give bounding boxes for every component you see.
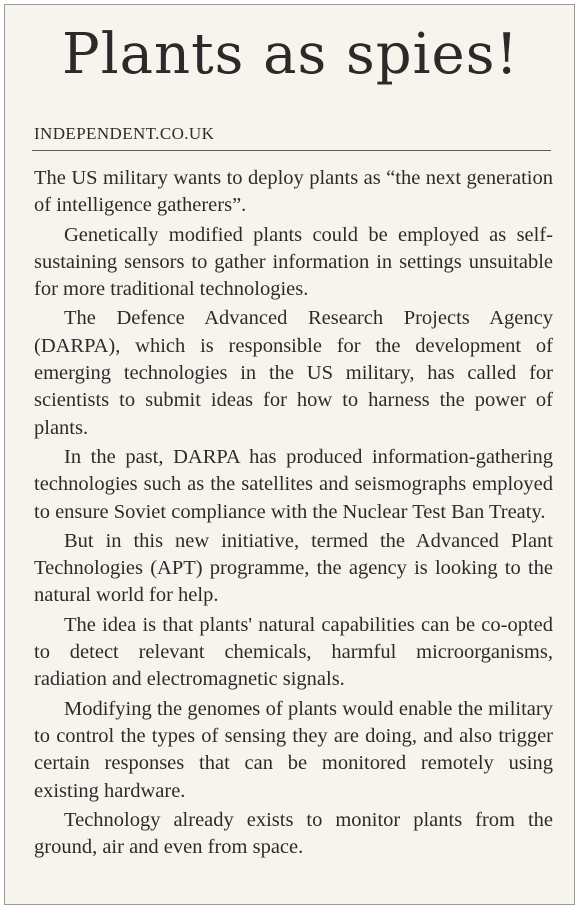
- article-headline: Plants as spies!: [62, 22, 519, 87]
- article-paragraph: Technology already exists to monitor plants from the ground, air and even from space.: [34, 808, 553, 859]
- article-paragraph: Modifying the genomes of plants would enable the military to control the types of sensing they are doing, and also trigger certain responses that can be monitored remotely using existing hardware.: [34, 697, 553, 802]
- article-paragraph: The idea is that plants' natural capabilities can be co-opted to detect relevant chemicals, harmful microorganisms, radiation and electromagnetic signals.: [34, 613, 553, 691]
- article-paragraph: Genetically modified plants could be employed as self-sustaining sensors to gather information in settings unsuitable for more traditional technologies.: [34, 223, 553, 301]
- article-paragraph: The Defence Advanced Research Projects Agency (DARPA), which is responsible for the development of emerging technologies in the US military, has called for scientists to submit ideas for how to harness the power of plants.: [34, 307, 553, 439]
- article-paragraph: The US military wants to deploy plants as “the next generation of intelligence gatherers”.: [34, 167, 553, 217]
- article-body: [34, 165, 553, 863]
- article-paragraph: But in this new initiative, termed the Advanced Plant Technologies (APT) programme, the agency is looking to the natural world for help.: [34, 529, 553, 607]
- article-paragraph: In the past, DARPA has produced information-gathering technologies such as the satellites and seismographs employed to ensure Soviet compliance with the Nuclear Test Ban Treaty.: [34, 445, 553, 523]
- article-source: INDEPENDENT.CO.UK: [34, 124, 215, 143]
- source-divider: [32, 150, 551, 151]
- article-clipping: [4, 4, 575, 905]
